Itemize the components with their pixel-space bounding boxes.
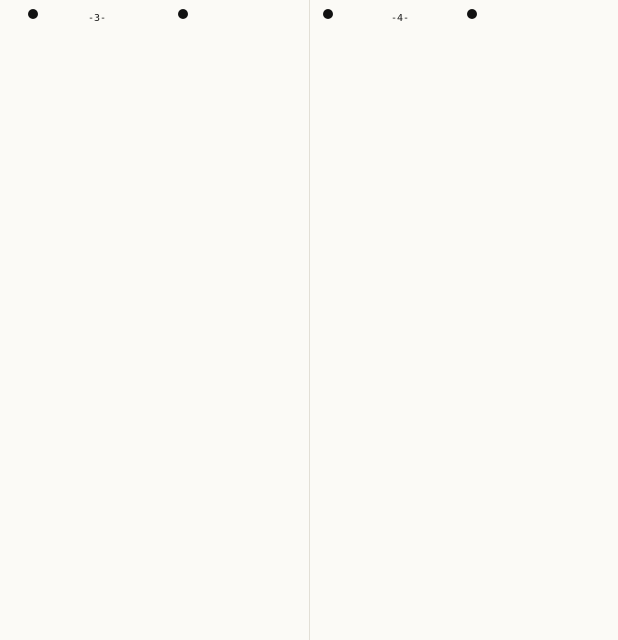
binder-hole: [467, 9, 477, 19]
page-number: -4-: [391, 13, 410, 24]
page-number: -3-: [88, 13, 107, 24]
page-4: [309, 0, 618, 640]
binder-hole: [178, 9, 188, 19]
binder-hole: [28, 9, 38, 19]
binder-hole: [323, 9, 333, 19]
